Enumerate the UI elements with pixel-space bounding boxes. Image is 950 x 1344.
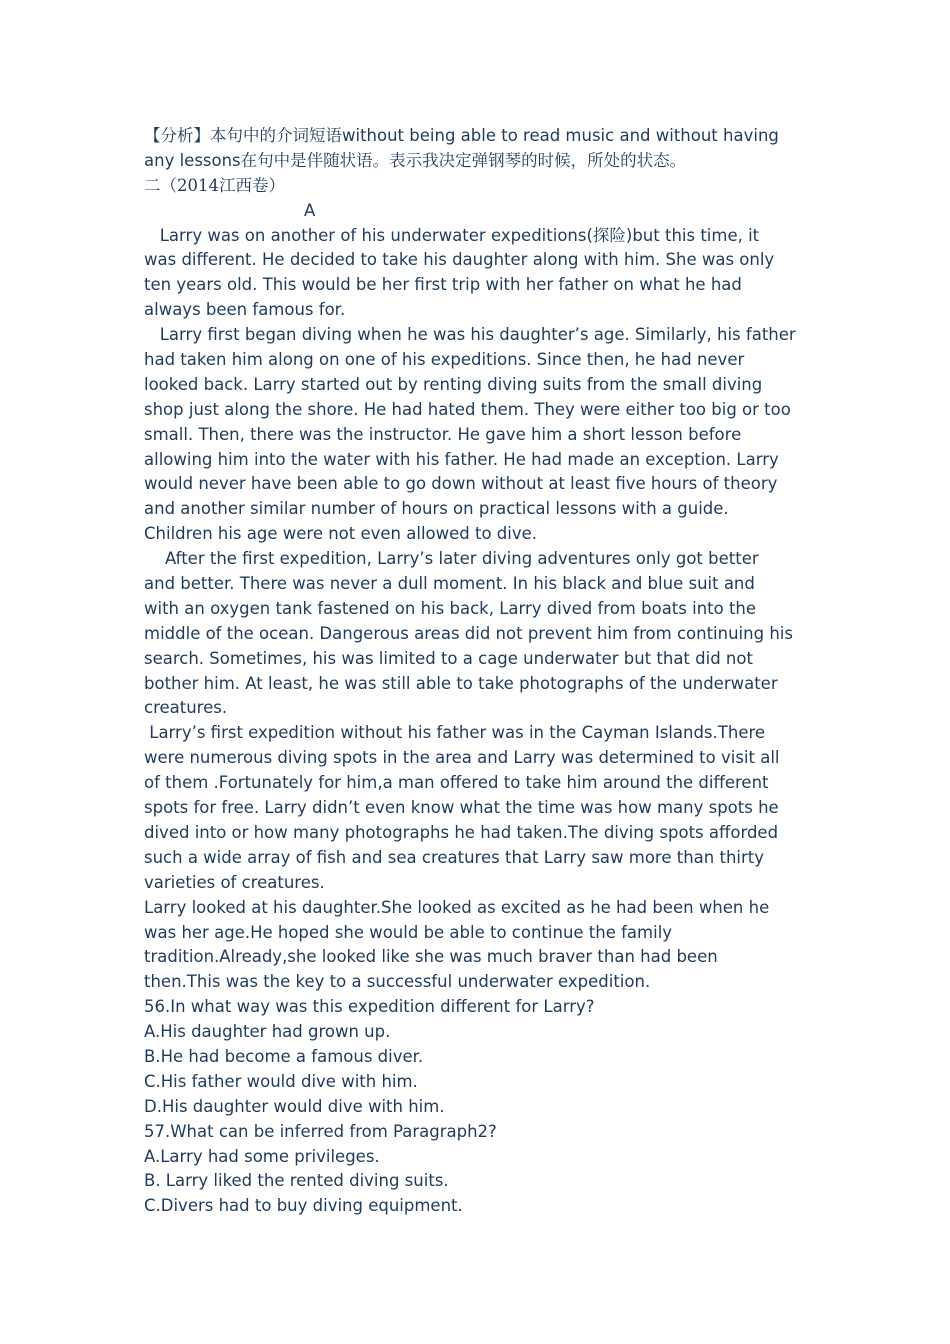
passage-line: search. Sometimes, his was limited to a cage underwater but that did not xyxy=(144,648,753,668)
passage-line: varieties of creatures. xyxy=(144,872,325,892)
passage-line: dived into or how many photographs he had taken.The diving spots afforded xyxy=(144,822,779,842)
passage-line: looked back. Larry started out by renting diving suits from the small diving xyxy=(144,374,763,394)
passage-line: shop just along the shore. He had hated them. They were either too big or too xyxy=(144,399,791,419)
option-line: A.His daughter had grown up. xyxy=(144,1022,391,1042)
passage-line: Children his age were not even allowed to dive. xyxy=(144,524,538,544)
section-heading: 二（2014江西卷） xyxy=(144,175,285,195)
option-line: C.His father would dive with him. xyxy=(144,1071,418,1091)
passage-title: A xyxy=(304,200,316,220)
passage-line: After the first expedition, Larry’s later diving adventures only got better xyxy=(144,549,759,569)
passage-line: would never have been able to go down without at least five hours of theory xyxy=(144,474,778,494)
passage-line: was her age.He hoped she would be able to continue the family xyxy=(144,922,673,942)
passage-line: Larry’s first expedition without his father was in the Cayman Islands.There xyxy=(144,723,766,743)
option-line: A.Larry had some privileges. xyxy=(144,1146,380,1166)
passage-line: and another similar number of hours on practical lessons with a guide. xyxy=(144,499,729,519)
passage-line: had taken him along on one of his expeditions. Since then, he had never xyxy=(144,350,745,370)
analysis-line-1: 【分析】本句中的介词短语without being able to read music and without having xyxy=(144,126,779,145)
question-56: 56.In what way was this expedition different for Larry? xyxy=(144,997,595,1017)
passage-line: and better. There was never a dull moment. In his black and blue suit and xyxy=(144,574,755,594)
passage-line: middle of the ocean. Dangerous areas did not prevent him from continuing his xyxy=(144,623,793,643)
questions xyxy=(144,995,810,1219)
option-line: B.He had become a famous diver. xyxy=(144,1046,424,1066)
passage-line: of them .Fortunately for him,a man offered to take him around the different xyxy=(144,773,769,793)
passage-line: bother him. At least, he was still able to take photographs of the underwater xyxy=(144,673,778,693)
passage-line: Larry looked at his daughter.She looked as excited as he had been when he xyxy=(144,897,770,917)
document-page xyxy=(144,124,810,1219)
option-line: D.His daughter would dive with him. xyxy=(144,1096,445,1116)
passage-line: small. Then, there was the instructor. He gave him a short lesson before xyxy=(144,424,742,444)
passage-line: spots for free. Larry didn’t even know what the time was how many spots he xyxy=(144,798,779,818)
passage-line: such a wide array of fish and sea creatures that Larry saw more than thirty xyxy=(144,847,765,867)
passage-line: Larry was on another of his underwater expeditions(探险)but this time, it xyxy=(144,225,760,245)
passage-line: ten years old. This would be her first trip with her father on what he had xyxy=(144,275,742,295)
passage-line: Larry first began diving when he was his daughter’s age. Similarly, his father xyxy=(144,325,796,345)
passage-line: creatures. xyxy=(144,698,228,718)
passage-line: with an oxygen tank fastened on his back, Larry dived from boats into the xyxy=(144,598,757,618)
analysis-line-2: any lessons在句中是伴随状语。表示我决定弹钢琴的时候，所处的状态。 xyxy=(144,150,687,170)
passage-line: tradition.Already,she looked like she was much braver than had been xyxy=(144,947,718,967)
passage-line: allowing him into the water with his father. He had made an exception. Larry xyxy=(144,449,779,469)
passage-body xyxy=(144,224,810,996)
option-line: B. Larry liked the rented diving suits. xyxy=(144,1171,449,1191)
passage-line: always been famous for. xyxy=(144,300,346,320)
option-line: C.Divers had to buy diving equipment. xyxy=(144,1196,463,1216)
question-57: 57.What can be inferred from Paragraph2? xyxy=(144,1121,497,1141)
passage-line: were numerous diving spots in the area and Larry was determined to visit all xyxy=(144,748,780,768)
passage-line: was different. He decided to take his daughter along with him. She was only xyxy=(144,250,775,270)
passage-line: then.This was the key to a successful underwater expedition. xyxy=(144,972,651,992)
